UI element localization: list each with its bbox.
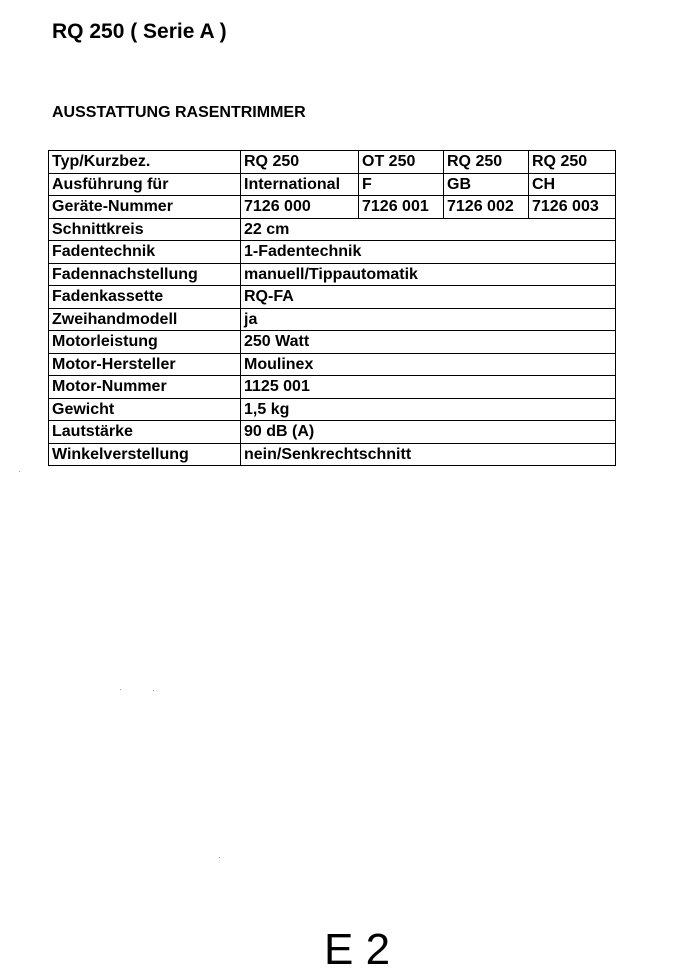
table-cell: CH bbox=[529, 173, 616, 196]
section-title: AUSSTATTUNG RASENTRIMMER bbox=[52, 104, 306, 121]
table-row bbox=[49, 353, 616, 376]
scan-speck bbox=[19, 471, 20, 472]
row-label: Motorleistung bbox=[49, 331, 241, 354]
row-label: Gewicht bbox=[49, 398, 241, 421]
table-row bbox=[49, 421, 616, 444]
document-title: RQ 250 ( Serie A ) bbox=[52, 20, 227, 43]
row-label: Geräte-Nummer bbox=[49, 196, 241, 219]
row-label: Typ/Kurzbez. bbox=[49, 151, 241, 174]
row-label: Motor-Nummer bbox=[49, 376, 241, 399]
scan-speck bbox=[120, 689, 121, 690]
row-label: Fadentechnik bbox=[49, 241, 241, 264]
table-cell: RQ 250 bbox=[444, 151, 529, 174]
table-cell: 1,5 kg bbox=[241, 398, 616, 421]
table-cell: RQ 250 bbox=[529, 151, 616, 174]
table-cell: 7126 001 bbox=[359, 196, 444, 219]
row-label: Zweihandmodell bbox=[49, 308, 241, 331]
table-row bbox=[49, 286, 616, 309]
table-row bbox=[49, 443, 616, 466]
table-cell: 7126 003 bbox=[529, 196, 616, 219]
table-cell: ja bbox=[241, 308, 616, 331]
table-cell: 1125 001 bbox=[241, 376, 616, 399]
table-row bbox=[49, 308, 616, 331]
row-label: Lautstärke bbox=[49, 421, 241, 444]
table-row bbox=[49, 218, 616, 241]
table-cell: 250 Watt bbox=[241, 331, 616, 354]
table-row bbox=[49, 263, 616, 286]
scan-speck bbox=[153, 690, 154, 691]
row-label: Winkelverstellung bbox=[49, 443, 241, 466]
table-cell: F bbox=[359, 173, 444, 196]
table-cell: 90 dB (A) bbox=[241, 421, 616, 444]
scan-speck bbox=[219, 857, 220, 858]
table-row bbox=[49, 196, 616, 219]
row-label: Fadenkassette bbox=[49, 286, 241, 309]
row-label: Schnittkreis bbox=[49, 218, 241, 241]
table-cell: 7126 002 bbox=[444, 196, 529, 219]
table-cell: International bbox=[241, 173, 359, 196]
page-number: E 2 bbox=[324, 925, 391, 974]
table-row bbox=[49, 173, 616, 196]
table-row bbox=[49, 398, 616, 421]
table-cell: RQ 250 bbox=[241, 151, 359, 174]
table-cell: 7126 000 bbox=[241, 196, 359, 219]
table-row bbox=[49, 151, 616, 174]
table-cell: nein/Senkrechtschnitt bbox=[241, 443, 616, 466]
table-cell: RQ-FA bbox=[241, 286, 616, 309]
table-cell: OT 250 bbox=[359, 151, 444, 174]
row-label: Ausführung für bbox=[49, 173, 241, 196]
table-row bbox=[49, 241, 616, 264]
table-cell: 22 cm bbox=[241, 218, 616, 241]
row-label: Motor-Hersteller bbox=[49, 353, 241, 376]
specification-table bbox=[48, 150, 616, 466]
row-label: Fadennachstellung bbox=[49, 263, 241, 286]
table-cell: Moulinex bbox=[241, 353, 616, 376]
table-row bbox=[49, 376, 616, 399]
table-cell: 1-Fadentechnik bbox=[241, 241, 616, 264]
table-row bbox=[49, 331, 616, 354]
table-cell: GB bbox=[444, 173, 529, 196]
table-cell: manuell/Tippautomatik bbox=[241, 263, 616, 286]
specification-table-body bbox=[49, 151, 616, 466]
